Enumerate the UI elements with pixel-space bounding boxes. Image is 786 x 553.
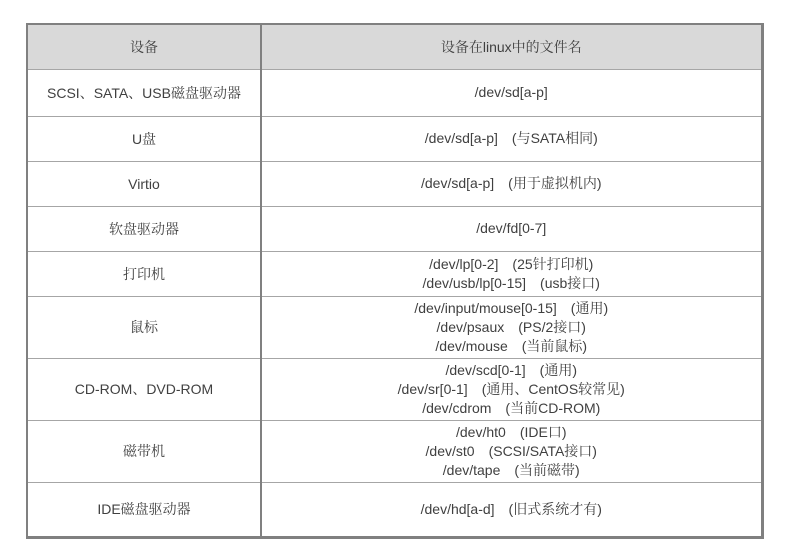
files-cell: [261, 420, 762, 482]
device-cell: 软盘驱动器: [27, 206, 261, 251]
col-header-filename: 设备在linux中的文件名: [261, 24, 762, 69]
files-cell: [261, 116, 762, 161]
file-line: /dev/sd[a-p] (用于虚拟机内): [421, 175, 602, 191]
file-line: /dev/tape (当前磁带): [442, 461, 580, 478]
file-line: /dev/cdrom (当前CD-ROM): [422, 399, 601, 416]
file-line: /dev/fd[0-7]: [476, 220, 547, 236]
table-row: [27, 251, 762, 296]
file-line: /dev/usb/lp[0-15] (usb接口): [422, 274, 600, 291]
file-line: /dev/psaux (PS/2接口): [436, 318, 586, 335]
file-line: /dev/sd[a-p] (与SATA相同): [424, 130, 598, 146]
table-header-row: [27, 24, 762, 69]
table-row: [27, 358, 762, 420]
file-line: /dev/scd[0-1] (通用): [445, 361, 577, 378]
file-line: /dev/sd[a-p]: [474, 84, 548, 100]
file-line: /dev/st0 (SCSI/SATA接口): [425, 442, 597, 459]
table-row: [27, 69, 762, 116]
files-cell: [261, 251, 762, 296]
device-cell: 鼠标: [27, 296, 261, 358]
files-cell: [261, 206, 762, 251]
files-cell: [261, 69, 762, 116]
file-line: /dev/lp[0-2] (25针打印机): [429, 255, 594, 272]
table-row: [27, 296, 762, 358]
device-cell: U盘: [27, 116, 261, 161]
device-cell: IDE磁盘驱动器: [27, 482, 261, 537]
file-line: /dev/hd[a-d] (旧式系统才有): [420, 500, 602, 517]
device-cell: 磁带机: [27, 420, 261, 482]
table-row: [27, 116, 762, 161]
device-filename-table: [26, 23, 764, 539]
col-header-device: 设备: [27, 24, 261, 69]
file-line: /dev/ht0 (IDE口): [456, 423, 567, 440]
device-cell: Virtio: [27, 161, 261, 206]
files-cell: [261, 161, 762, 206]
device-cell: SCSI、SATA、USB磁盘驱动器: [27, 69, 261, 116]
file-line: /dev/sr[0-1] (通用、CentOS较常见): [397, 380, 625, 397]
files-cell: [261, 482, 762, 537]
table-row: [27, 206, 762, 251]
file-line: /dev/mouse (当前鼠标): [435, 337, 588, 354]
table-row: [27, 420, 762, 482]
file-line: /dev/input/mouse[0-15] (通用): [414, 299, 609, 316]
device-cell: CD-ROM、DVD-ROM: [27, 358, 261, 420]
device-cell: 打印机: [27, 251, 261, 296]
files-cell: [261, 296, 762, 358]
table-row: [27, 482, 762, 537]
files-cell: [261, 358, 762, 420]
table-row: [27, 161, 762, 206]
